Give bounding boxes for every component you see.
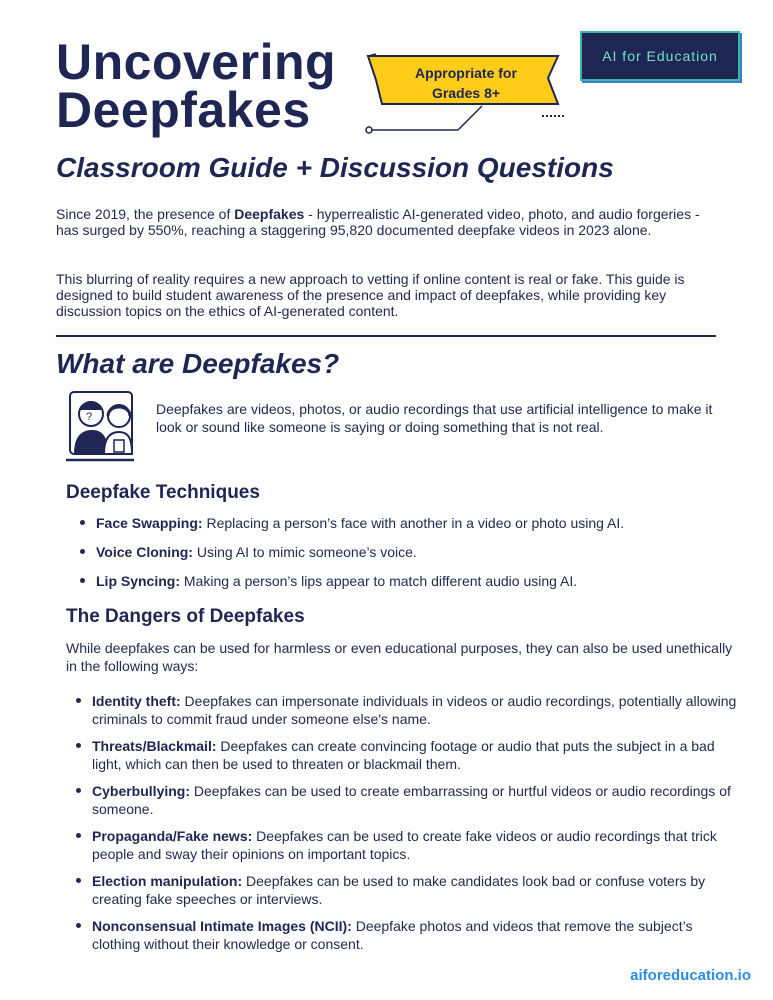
list-item-term: Nonconsensual Intimate Images (NCII): bbox=[92, 918, 352, 934]
techniques-heading: Deepfake Techniques bbox=[66, 482, 260, 503]
list-item-term: Cyberbullying: bbox=[92, 783, 191, 799]
section-divider bbox=[56, 335, 716, 337]
dangers-heading: The Dangers of Deepfakes bbox=[66, 606, 305, 627]
list-item-desc: Replacing a person’s face with another in a video or photo using AI. bbox=[202, 515, 625, 531]
page-subtitle: Classroom Guide + Discussion Questions bbox=[56, 152, 614, 183]
list-item-term: Face Swapping: bbox=[96, 515, 203, 531]
page-title bbox=[56, 34, 337, 138]
list-item-desc: Deepfakes can impersonate individuals in videos or audio recordings, potentially allowing criminals to commit fraud under someone else's name. bbox=[92, 693, 737, 727]
list-item bbox=[74, 872, 744, 908]
title-line-2: Deepfakes bbox=[56, 82, 311, 138]
intro-p1-after: - hyperrealistic AI-generated video, photo, and audio forgeries - has surged by 550%, reaching a staggering 95,820 documented deepfake videos in 2023 alone. bbox=[56, 206, 700, 238]
list-item-term: Voice Cloning: bbox=[96, 544, 193, 560]
brand-badge: AI for Education bbox=[580, 31, 740, 81]
list-item-desc: Making a person’s lips appear to match different audio using AI. bbox=[180, 573, 578, 589]
list-item-term: Propaganda/Fake news: bbox=[92, 828, 253, 844]
list-item bbox=[74, 692, 744, 728]
person-double-icon bbox=[64, 384, 136, 468]
svg-text:?: ? bbox=[86, 411, 93, 423]
what-heading: What are Deepfakes? bbox=[56, 348, 340, 379]
list-item bbox=[78, 572, 738, 590]
grade-line-2: Grades 8+ bbox=[431, 85, 501, 101]
list-item bbox=[74, 917, 744, 953]
list-item-desc: Deepfake photos and videos that remove the subject’s clothing without their knowledge or consent. bbox=[92, 918, 693, 952]
list-item bbox=[74, 737, 744, 773]
list-item bbox=[78, 514, 738, 532]
intro-p1-bold: Deepfakes bbox=[234, 206, 305, 222]
list-item-desc: Deepfakes can be used to create fake videos or audio recordings that trick people and sway their opinions on important topics. bbox=[92, 828, 717, 862]
list-item-term: Lip Syncing: bbox=[96, 573, 180, 589]
list-item-term: Identity theft: bbox=[92, 693, 181, 709]
intro-paragraph-2: This blurring of reality requires a new approach to vetting if online content is real or fake. This guide is designed to build student awareness of the presence and impact of deepfakes, while providing key discussion topics on the ethics of AI-generated content. bbox=[56, 271, 685, 319]
grade-line-1: Appropriate for bbox=[415, 65, 517, 81]
intro-p1-before: Since 2019, the presence of bbox=[56, 206, 235, 222]
title-line-1: Uncovering bbox=[56, 34, 337, 90]
intro-paragraph-1 bbox=[56, 206, 724, 238]
footer-link[interactable]: aiforeducation.io bbox=[630, 967, 751, 984]
list-item-desc: Deepfakes can be used to make candidates look bad or confuse voters by creating fake speeches or interviews. bbox=[92, 873, 706, 907]
list-item-term: Threats/Blackmail: bbox=[92, 738, 217, 754]
list-item bbox=[74, 782, 744, 818]
grade-ribbon-text bbox=[388, 63, 544, 103]
list-item bbox=[78, 543, 738, 561]
list-item-desc: Deepfakes can create convincing footage or audio that puts the subject in a bad light, which can then be used to threaten or blackmail them. bbox=[92, 738, 715, 772]
list-item-term: Election manipulation: bbox=[92, 873, 243, 889]
techniques-list bbox=[78, 514, 738, 601]
dangers-list bbox=[74, 692, 744, 962]
dangers-intro: While deepfakes can be used for harmless or even educational purposes, they can also be used unethically in the following ways: bbox=[66, 640, 733, 674]
list-item-desc: Using AI to mimic someone’s voice. bbox=[192, 544, 417, 560]
list-item-desc: Deepfakes can be used to create embarrassing or hurtful videos or audio recordings of someone. bbox=[92, 783, 731, 817]
list-item bbox=[74, 827, 744, 863]
definition-text: Deepfakes are videos, photos, or audio recordings that use artificial intelligence to make it look or sound like someone is saying or doing something that is not real. bbox=[156, 401, 713, 435]
